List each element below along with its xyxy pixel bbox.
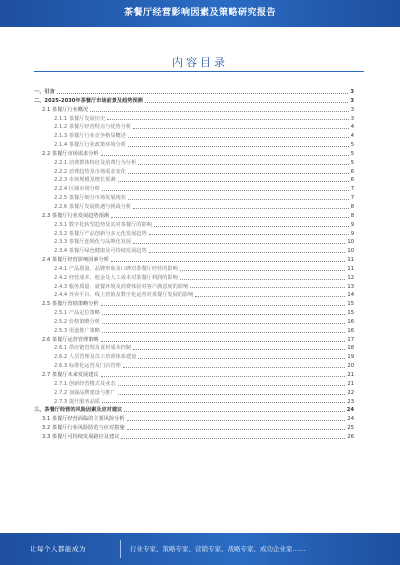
toc-leader-dots <box>133 349 345 350</box>
toc-entry[interactable] <box>34 141 354 150</box>
toc-entry[interactable] <box>34 415 354 424</box>
toc-entry[interactable] <box>34 168 354 177</box>
toc-entry[interactable] <box>34 265 354 274</box>
toc-entry-page: 5 <box>350 159 354 166</box>
toc-leader-dots <box>101 155 349 156</box>
toc-entry-label: 2.1.3 茶餐厅行业竞争格局概述 <box>54 133 126 140</box>
toc-entry-label: 二、2025-2030年茶餐厅市场前景及趋势预测 <box>34 97 143 104</box>
toc-entry[interactable] <box>34 353 354 362</box>
toc-entry-label: 2.7.2 加强品牌建设与推广 <box>54 389 116 396</box>
toc-entry-page: 9 <box>350 221 354 228</box>
toc-entry-label: 2.1.4 茶餐厅行业政策环境分析 <box>54 142 126 149</box>
toc-leader-dots <box>111 217 349 218</box>
toc-leader-dots <box>101 341 346 342</box>
toc-entry[interactable] <box>34 221 354 230</box>
toc-entry-page: 5 <box>350 142 354 149</box>
toc-entry[interactable] <box>34 176 354 185</box>
toc-entry-label: 2.6.3 标准化运营及门店管理 <box>54 363 121 370</box>
toc-entry[interactable] <box>34 327 354 336</box>
toc-leader-dots <box>118 394 346 395</box>
toc-entry-label: 2.3.3 茶餐厅连锁化与品牌化发展 <box>54 239 132 246</box>
toc-entry[interactable] <box>34 132 354 141</box>
toc-leader-dots <box>128 146 349 147</box>
toc-entry-label: 2.4.1 产品质量、品牌形象及口碑对茶餐厅经营的影响 <box>54 265 178 272</box>
footer-slogan: 让每个人都能成为 <box>30 545 86 553</box>
toc-leader-dots <box>57 93 349 94</box>
toc-entry-page: 3 <box>350 97 354 104</box>
toc-leader-dots <box>102 323 345 324</box>
toc-entry[interactable] <box>34 212 354 221</box>
toc-entry-page: 12 <box>347 274 354 281</box>
footer-tagline: 行业专家、策略专家、营销专家、战略专家、成功企业家…… <box>130 545 306 553</box>
toc-leader-dots <box>154 226 349 227</box>
toc-entry-page: 19 <box>347 354 354 361</box>
toc-entry-page: 8 <box>350 203 354 210</box>
toc-leader-dots <box>138 358 345 359</box>
toc-entry-page: 6 <box>350 177 354 184</box>
toc-entry[interactable] <box>34 406 354 415</box>
toc-leader-dots <box>133 208 349 209</box>
toc-entry-page: 11 <box>347 257 354 264</box>
toc-entry-label: 2.2.2 消费趋势及市场需求变化 <box>54 168 126 175</box>
toc-entry-page: 3 <box>350 106 354 113</box>
toc-entry[interactable] <box>34 194 354 203</box>
toc-entry-label: 2.4.4 外卖平台、线上营销及数字化运营对茶餐厅发展的影响 <box>54 292 194 299</box>
toc-entry-page: 7 <box>350 195 354 202</box>
toc-entry[interactable] <box>34 150 354 159</box>
toc-entry-label: 2.3 茶餐厅行业发展趋势预测 <box>42 212 109 219</box>
toc-entry-page: 21 <box>347 380 354 387</box>
toc-entry-label: 2.6.1 供应链管理及食材成本控制 <box>54 345 132 352</box>
toc-entry-label: 2.6 茶餐厅运营管理策略 <box>42 336 99 343</box>
toc-leader-dots <box>180 279 346 280</box>
toc-entry-page: 24 <box>346 407 354 414</box>
toc-entry-label: 2.1 茶餐厅行业概况 <box>42 106 89 113</box>
toc-entry-page: 25 <box>347 425 354 432</box>
toc-entry-page: 16 <box>347 318 354 325</box>
toc-entry-label: 2.5.1 产品定位策略 <box>54 310 100 317</box>
toc-entry-label: 2.4.3 服务质量、就餐环境及消费体验对客户满意度的影响 <box>54 283 189 290</box>
toc-leader-dots <box>121 438 345 439</box>
toc-entry-page: 16 <box>347 327 354 334</box>
toc-entry[interactable] <box>34 371 354 380</box>
toc-entry[interactable] <box>34 230 354 239</box>
toc-entry-label: 2.4.2 经营成本、租金及人工成本对茶餐厅利润的影响 <box>54 274 178 281</box>
toc-leader-dots <box>138 164 348 165</box>
toc-entry-page: 10 <box>347 239 354 246</box>
toc-entry[interactable] <box>34 318 354 327</box>
toc-leader-dots <box>124 411 345 412</box>
toc-entry[interactable] <box>34 115 354 124</box>
toc-heading: 内容目录 <box>172 56 228 69</box>
toc-leader-dots <box>128 173 349 174</box>
toc-entry-page: 4 <box>350 133 354 140</box>
toc-entry-label: 2.4 茶餐厅经营影响因素分析 <box>42 257 109 264</box>
toc-entry[interactable] <box>34 123 354 132</box>
toc-leader-dots <box>111 261 345 262</box>
toc-entry-label: 2.5.3 渠道推广策略 <box>54 327 100 334</box>
toc-leader-dots <box>102 402 345 403</box>
toc-entry-page: 15 <box>347 310 354 317</box>
toc-entry-label: 2.2.6 茶餐厅发展机遇与挑战分析 <box>54 203 132 210</box>
toc-entry-label: 三、茶餐厅经营的风险因素及应对建议 <box>34 407 123 414</box>
toc-entry[interactable] <box>34 238 354 247</box>
toc-entry-page: 3 <box>350 89 354 95</box>
toc-entry-label: 2.6.2 人员管理及员工培训体系建设 <box>54 354 137 361</box>
toc-leader-dots <box>133 128 349 129</box>
toc-entry-label: 2.1.2 茶餐厅经营特点与优势分析 <box>54 124 132 131</box>
toc-entry[interactable] <box>34 159 354 168</box>
toc-entry-label: 3.3 茶餐厅可持续发展路径及建议 <box>42 433 120 440</box>
toc-entry-label: 2.5 茶餐厅营销策略分析 <box>42 301 99 308</box>
toc-entry-page: 10 <box>347 248 354 255</box>
toc-entry-page: 20 <box>347 363 354 370</box>
toc-entry-page: 14 <box>347 292 354 299</box>
toc-leader-dots <box>101 376 346 377</box>
toc-entry[interactable] <box>34 256 354 265</box>
toc-leader-dots <box>102 314 345 315</box>
toc-entry-label: 2.3.2 茶餐厅产品创新与多元化发展趋势 <box>54 230 147 237</box>
toc-leader-dots <box>190 287 345 288</box>
toc-leader-dots <box>128 199 349 200</box>
toc-entry[interactable] <box>34 97 354 106</box>
toc-entry-label: 2.2.3 市场规模及增长预测 <box>54 177 116 184</box>
toc-entry-page: 13 <box>347 283 354 290</box>
toc-entry-page: 7 <box>350 186 354 193</box>
toc-leader-dots <box>128 137 349 138</box>
toc-entry[interactable] <box>34 283 354 292</box>
toc-entry-label: 2.3.1 数字化转型趋势及其对茶餐厅的影响 <box>54 221 152 228</box>
toc-entry[interactable] <box>34 274 354 283</box>
toc-leader-dots <box>123 367 346 368</box>
toc-leader-dots <box>118 385 346 386</box>
toc-entry[interactable] <box>34 203 354 212</box>
toc-entry-page: 17 <box>347 336 354 343</box>
toc-entry[interactable] <box>34 389 354 398</box>
toc-leader-dots <box>118 181 349 182</box>
toc-entry-page: 21 <box>347 372 354 378</box>
toc-entry[interactable] <box>34 291 354 300</box>
toc-entry-page: 23 <box>347 398 354 405</box>
toc-entry-page: 11 <box>347 265 354 272</box>
toc-entry-label: 2.5.2 价格策略分析 <box>54 318 100 325</box>
toc-leader-dots <box>90 111 348 112</box>
toc-leader-dots <box>180 270 346 271</box>
toc-entry-page: 8 <box>350 212 354 219</box>
toc-leader-dots <box>127 420 346 421</box>
toc-entry-page: 3 <box>350 115 354 122</box>
toc-entry[interactable] <box>34 185 354 194</box>
toc-divider <box>34 71 364 72</box>
toc-entry-page: 15 <box>347 301 354 308</box>
toc-entry-label: 2.3.4 茶餐厅绿色健康及可持续发展趋势 <box>54 248 147 255</box>
toc-entry[interactable] <box>34 380 354 389</box>
toc-entry-page: 9 <box>350 230 354 237</box>
toc-entry-page: 5 <box>350 150 354 157</box>
toc-leader-dots <box>149 252 346 253</box>
toc-entry[interactable] <box>34 336 354 345</box>
toc-entry[interactable] <box>34 362 354 371</box>
toc-entry-label: 2.7 茶餐厅未来发展建议 <box>42 372 99 378</box>
toc-entry[interactable] <box>34 300 354 309</box>
footer-divider <box>120 540 121 558</box>
toc-entry-label: 2.2 茶餐厅市场需求分析 <box>42 150 99 157</box>
toc-entry[interactable] <box>34 344 354 353</box>
toc-entry-label: 2.2.4 区域市场分析 <box>54 186 100 193</box>
toc-entry-label: 2.7.3 提升服务品质 <box>54 398 100 405</box>
toc-leader-dots <box>195 296 345 297</box>
toc-entry-label: 3.1 茶餐厅经营面临的主要风险分析 <box>42 416 125 423</box>
toc-entry[interactable] <box>34 398 354 407</box>
toc-entry[interactable] <box>34 309 354 318</box>
toc-entry[interactable] <box>34 88 354 97</box>
toc-leader-dots <box>101 305 346 306</box>
toc-entry-label: 一、引言 <box>34 89 55 95</box>
toc-entry-page: 26 <box>347 433 354 440</box>
toc-entry-page: 24 <box>347 416 354 423</box>
toc-leader-dots <box>102 332 345 333</box>
toc-leader-dots <box>102 190 349 191</box>
toc-leader-dots <box>127 429 346 430</box>
toc-entry-page: 18 <box>347 345 354 352</box>
toc-entry[interactable] <box>34 106 354 115</box>
report-title: 茶餐厅经营影响因素及策略研究报告 <box>123 8 276 18</box>
toc-entry-label: 2.2.1 消费群体特征及消费行为分析 <box>54 159 137 166</box>
toc-leader-dots <box>107 119 349 120</box>
toc-leader-dots <box>149 234 349 235</box>
toc-entry[interactable] <box>34 424 354 433</box>
toc-entry-label: 3.2 茶餐厅行业风险防范与应对措施 <box>42 425 125 432</box>
table-of-contents <box>34 88 354 442</box>
toc-entry-label: 2.1.1 茶餐厅发展历史 <box>54 115 106 122</box>
toc-entry-page: 4 <box>350 124 354 131</box>
toc-leader-dots <box>133 243 345 244</box>
toc-leader-dots <box>145 102 349 103</box>
toc-entry-label: 2.2.5 茶餐厅细分市场发展现状 <box>54 195 126 202</box>
toc-entry-page: 22 <box>347 389 354 396</box>
toc-entry[interactable] <box>34 247 354 256</box>
toc-entry[interactable] <box>34 433 354 442</box>
toc-entry-label: 2.7.1 创新经营模式及业态 <box>54 380 116 387</box>
toc-entry-page: 6 <box>350 168 354 175</box>
